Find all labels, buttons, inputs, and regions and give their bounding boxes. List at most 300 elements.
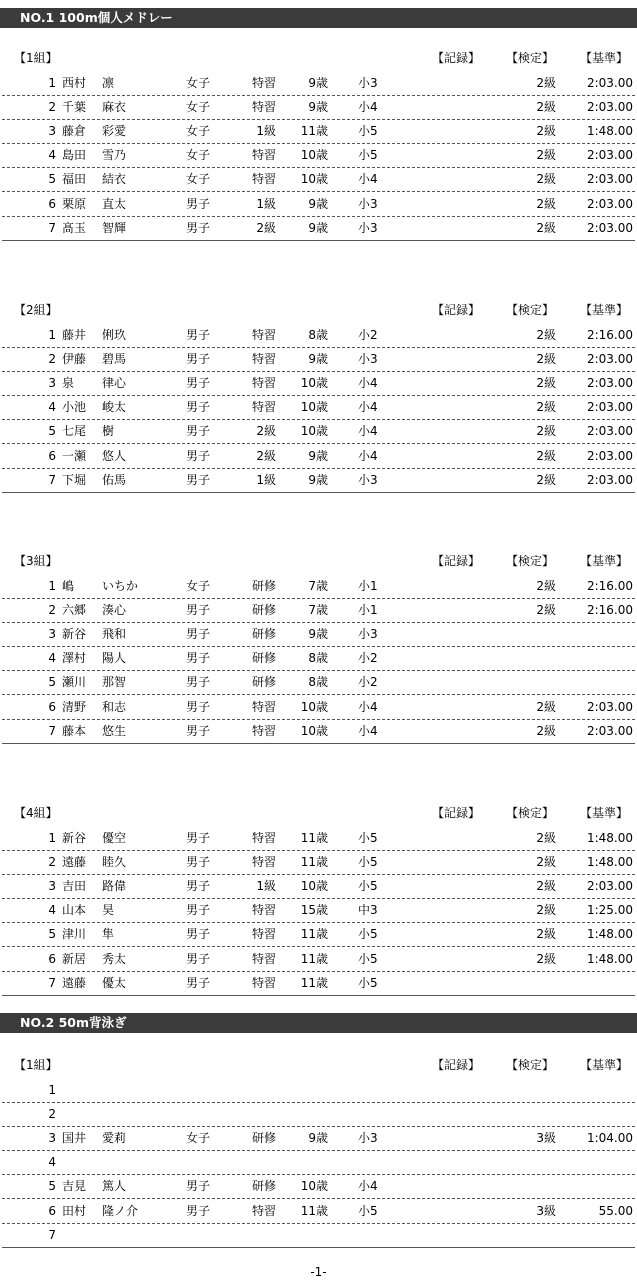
check-grade: 2級 <box>536 328 556 342</box>
surname: 吉見 <box>62 1179 87 1193</box>
sex: 男子 <box>186 424 211 438</box>
surname: 瀬川 <box>62 675 87 689</box>
surname: 遠藤 <box>62 855 87 869</box>
surname: 七尾 <box>62 424 87 438</box>
surname: 西村 <box>62 76 87 90</box>
standard-time: 2:03.00 <box>586 700 633 714</box>
sex: 男子 <box>186 221 211 235</box>
given-name: 樹 <box>102 424 115 438</box>
sex: 男子 <box>186 831 211 845</box>
group-name: 【2組】 <box>14 303 58 317</box>
sex: 女子 <box>186 100 211 114</box>
table-row <box>0 827 637 851</box>
standard-column-label: 【基準】 <box>580 554 629 568</box>
sex: 男子 <box>186 927 211 941</box>
standard-time: 2:03.00 <box>586 76 633 90</box>
given-name: 直太 <box>102 197 127 211</box>
record-column-label: 【記録】 <box>432 806 481 820</box>
standard-time: 1:04.00 <box>586 1131 633 1145</box>
school-grade: 小5 <box>358 1204 378 1218</box>
surname: 一瀬 <box>62 449 87 463</box>
check-grade: 2級 <box>536 352 556 366</box>
sex: 男子 <box>186 700 211 714</box>
check-grade: 2級 <box>536 100 556 114</box>
standard-column-label: 【基準】 <box>580 806 629 820</box>
surname: 澤村 <box>62 651 87 665</box>
surname: 吉田 <box>62 879 87 893</box>
class-level: 特習 <box>251 100 276 114</box>
age: 11歳 <box>300 927 328 941</box>
check-column-label: 【検定】 <box>506 806 555 820</box>
surname: 新谷 <box>62 831 87 845</box>
standard-time: 1:48.00 <box>586 927 633 941</box>
age: 11歳 <box>300 831 328 845</box>
check-grade: 2級 <box>536 603 556 617</box>
given-name: 峻太 <box>102 400 127 414</box>
check-grade: 2級 <box>536 855 556 869</box>
sex: 男子 <box>186 449 211 463</box>
class-level: 研修 <box>251 675 276 689</box>
given-name: 昊 <box>102 903 115 917</box>
sex: 男子 <box>186 724 211 738</box>
given-name: 陽人 <box>102 651 127 665</box>
check-grade: 2級 <box>536 449 556 463</box>
standard-time: 2:03.00 <box>586 221 633 235</box>
table-row <box>0 420 637 444</box>
standard-time: 2:03.00 <box>586 172 633 186</box>
group-header <box>0 48 637 68</box>
lane-number: 5 <box>48 172 56 186</box>
age: 10歳 <box>300 700 328 714</box>
lane-number: 7 <box>48 1228 56 1242</box>
check-grade: 2級 <box>536 724 556 738</box>
age: 10歳 <box>300 376 328 390</box>
class-level: 特習 <box>251 700 276 714</box>
age: 15歳 <box>300 903 328 917</box>
standard-time: 1:48.00 <box>586 952 633 966</box>
age: 10歳 <box>300 148 328 162</box>
given-name: 隆ノ介 <box>102 1204 139 1218</box>
age: 10歳 <box>300 424 328 438</box>
given-name: 雪乃 <box>102 148 127 162</box>
sex: 女子 <box>186 1131 211 1145</box>
given-name: 麻衣 <box>102 100 127 114</box>
table-row <box>0 923 637 947</box>
sex: 女子 <box>186 172 211 186</box>
given-name: 睦久 <box>102 855 127 869</box>
record-column-label: 【記録】 <box>432 1058 481 1072</box>
class-level: 特習 <box>251 376 276 390</box>
given-name: 俐玖 <box>102 328 127 342</box>
table-row <box>0 696 637 720</box>
check-grade: 2級 <box>536 124 556 138</box>
given-name: 彩愛 <box>102 124 127 138</box>
given-name: 隼 <box>102 927 115 941</box>
class-level: 1級 <box>256 124 276 138</box>
lane-number: 5 <box>48 675 56 689</box>
age: 9歳 <box>308 1131 328 1145</box>
school-grade: 小4 <box>358 1179 378 1193</box>
standard-time: 2:03.00 <box>586 424 633 438</box>
school-grade: 小2 <box>358 328 378 342</box>
check-grade: 2級 <box>536 197 556 211</box>
lane-number: 1 <box>48 76 56 90</box>
given-name: 結衣 <box>102 172 127 186</box>
sex: 男子 <box>186 976 211 990</box>
table-row <box>0 1224 637 1248</box>
record-column-label: 【記録】 <box>432 51 481 65</box>
given-name: 悠生 <box>102 724 127 738</box>
school-grade: 小3 <box>358 1131 378 1145</box>
lane-number: 4 <box>48 651 56 665</box>
table-row <box>0 372 637 396</box>
school-grade: 小5 <box>358 927 378 941</box>
class-level: 1級 <box>256 197 276 211</box>
group-header <box>0 803 637 823</box>
class-level: 研修 <box>251 1131 276 1145</box>
check-column-label: 【検定】 <box>506 1058 555 1072</box>
standard-time: 2:16.00 <box>586 603 633 617</box>
table-row <box>0 851 637 875</box>
school-grade: 小5 <box>358 879 378 893</box>
lane-number: 4 <box>48 148 56 162</box>
school-grade: 小3 <box>358 473 378 487</box>
class-level: 特習 <box>251 1204 276 1218</box>
surname: 田村 <box>62 1204 87 1218</box>
record-column-label: 【記録】 <box>432 303 481 317</box>
given-name: 湊心 <box>102 603 127 617</box>
given-name: 篤人 <box>102 1179 127 1193</box>
given-name: 路偉 <box>102 879 127 893</box>
check-grade: 2級 <box>536 903 556 917</box>
event-title: NO.1 100m個人メドレー <box>20 10 173 25</box>
school-grade: 小2 <box>358 675 378 689</box>
lane-number: 6 <box>48 197 56 211</box>
school-grade: 小1 <box>358 579 378 593</box>
sex: 男子 <box>186 952 211 966</box>
lane-number: 3 <box>48 124 56 138</box>
school-grade: 小5 <box>358 148 378 162</box>
class-level: 特習 <box>251 328 276 342</box>
table-row <box>0 1079 637 1103</box>
check-grade: 2級 <box>536 952 556 966</box>
class-level: 特習 <box>251 927 276 941</box>
sex: 男子 <box>186 627 211 641</box>
school-grade: 小3 <box>358 352 378 366</box>
class-level: 特習 <box>251 400 276 414</box>
standard-time: 2:03.00 <box>586 100 633 114</box>
lane-number: 6 <box>48 449 56 463</box>
sex: 男子 <box>186 197 211 211</box>
surname: 新谷 <box>62 627 87 641</box>
surname: 遠藤 <box>62 976 87 990</box>
table-row <box>0 396 637 420</box>
sex: 男子 <box>186 855 211 869</box>
age: 9歳 <box>308 473 328 487</box>
age: 9歳 <box>308 627 328 641</box>
table-row <box>0 647 637 671</box>
age: 10歳 <box>300 879 328 893</box>
table-row <box>0 575 637 599</box>
table-row <box>0 671 637 695</box>
class-level: 2級 <box>256 424 276 438</box>
page-number: -1- <box>310 1265 327 1279</box>
surname: 下堀 <box>62 473 87 487</box>
lane-number: 1 <box>48 831 56 845</box>
lane-number: 1 <box>48 1083 56 1097</box>
lane-number: 4 <box>48 400 56 414</box>
lane-number: 7 <box>48 976 56 990</box>
age: 11歳 <box>300 976 328 990</box>
lane-number: 6 <box>48 700 56 714</box>
sex: 男子 <box>186 603 211 617</box>
sex: 男子 <box>186 328 211 342</box>
table-row <box>0 1175 637 1199</box>
class-level: 特習 <box>251 976 276 990</box>
age: 11歳 <box>300 855 328 869</box>
sex: 男子 <box>186 400 211 414</box>
table-row <box>0 144 637 168</box>
check-column-label: 【検定】 <box>506 51 555 65</box>
given-name: 優空 <box>102 831 127 845</box>
given-name: 優太 <box>102 976 127 990</box>
school-grade: 小5 <box>358 855 378 869</box>
table-row <box>0 1127 637 1151</box>
class-level: 1級 <box>256 879 276 893</box>
check-grade: 2級 <box>536 579 556 593</box>
age: 9歳 <box>308 221 328 235</box>
sex: 男子 <box>186 651 211 665</box>
standard-time: 55.00 <box>598 1204 633 1218</box>
check-grade: 2級 <box>536 172 556 186</box>
standard-time: 2:03.00 <box>586 879 633 893</box>
standard-column-label: 【基準】 <box>580 1058 629 1072</box>
group-name: 【1組】 <box>14 51 58 65</box>
class-level: 2級 <box>256 221 276 235</box>
surname: 千葉 <box>62 100 87 114</box>
sex: 女子 <box>186 124 211 138</box>
given-name: 律心 <box>102 376 127 390</box>
sex: 男子 <box>186 675 211 689</box>
check-grade: 2級 <box>536 400 556 414</box>
sex: 男子 <box>186 1179 211 1193</box>
age: 11歳 <box>300 952 328 966</box>
standard-time: 2:03.00 <box>586 148 633 162</box>
lane-number: 2 <box>48 352 56 366</box>
given-name: 佑馬 <box>102 473 127 487</box>
age: 7歳 <box>308 579 328 593</box>
class-level: 研修 <box>251 627 276 641</box>
surname: 六郷 <box>62 603 87 617</box>
table-row <box>0 217 637 241</box>
check-grade: 2級 <box>536 221 556 235</box>
class-level: 特習 <box>251 76 276 90</box>
age: 9歳 <box>308 449 328 463</box>
standard-time: 2:16.00 <box>586 579 633 593</box>
given-name: 愛莉 <box>102 1131 127 1145</box>
school-grade: 小4 <box>358 400 378 414</box>
age: 10歳 <box>300 400 328 414</box>
age: 9歳 <box>308 352 328 366</box>
check-column-label: 【検定】 <box>506 554 555 568</box>
table-row <box>0 445 637 469</box>
group-header <box>0 300 637 320</box>
class-level: 1級 <box>256 473 276 487</box>
standard-time: 2:03.00 <box>586 449 633 463</box>
given-name: 秀太 <box>102 952 127 966</box>
age: 11歳 <box>300 1204 328 1218</box>
surname: 髙玉 <box>62 221 87 235</box>
standard-column-label: 【基準】 <box>580 51 629 65</box>
given-name: いちか <box>102 579 139 593</box>
sex: 女子 <box>186 76 211 90</box>
group-name: 【1組】 <box>14 1058 58 1072</box>
standard-time: 1:48.00 <box>586 831 633 845</box>
given-name: 智輝 <box>102 221 127 235</box>
lane-number: 5 <box>48 1179 56 1193</box>
table-row <box>0 324 637 348</box>
sex: 男子 <box>186 473 211 487</box>
school-grade: 小3 <box>358 627 378 641</box>
surname: 伊藤 <box>62 352 87 366</box>
lane-number: 4 <box>48 903 56 917</box>
class-level: 特習 <box>251 352 276 366</box>
school-grade: 小4 <box>358 449 378 463</box>
table-row <box>0 193 637 217</box>
table-row <box>0 1200 637 1224</box>
school-grade: 中3 <box>358 903 378 917</box>
surname: 山本 <box>62 903 87 917</box>
group-name: 【3組】 <box>14 554 58 568</box>
given-name: 那智 <box>102 675 127 689</box>
standard-time: 2:03.00 <box>586 197 633 211</box>
lane-number: 7 <box>48 724 56 738</box>
sex: 女子 <box>186 148 211 162</box>
check-grade: 2級 <box>536 879 556 893</box>
table-row <box>0 623 637 647</box>
class-level: 特習 <box>251 724 276 738</box>
given-name: 碧馬 <box>102 352 127 366</box>
table-row <box>0 972 637 996</box>
table-row <box>0 899 637 923</box>
lane-number: 3 <box>48 879 56 893</box>
surname: 藤倉 <box>62 124 87 138</box>
table-row <box>0 72 637 96</box>
lane-number: 3 <box>48 627 56 641</box>
lane-number: 2 <box>48 1107 56 1121</box>
school-grade: 小4 <box>358 172 378 186</box>
lane-number: 7 <box>48 473 56 487</box>
table-row <box>0 1103 637 1127</box>
lane-number: 2 <box>48 100 56 114</box>
lane-number: 6 <box>48 1204 56 1218</box>
class-level: 2級 <box>256 449 276 463</box>
sex: 女子 <box>186 579 211 593</box>
surname: 栗原 <box>62 197 87 211</box>
given-name: 凛 <box>102 76 115 90</box>
standard-column-label: 【基準】 <box>580 303 629 317</box>
school-grade: 小4 <box>358 724 378 738</box>
given-name: 悠人 <box>102 449 127 463</box>
surname: 清野 <box>62 700 87 714</box>
check-grade: 2級 <box>536 424 556 438</box>
class-level: 研修 <box>251 603 276 617</box>
surname: 泉 <box>62 376 75 390</box>
lane-number: 1 <box>48 579 56 593</box>
table-row <box>0 469 637 493</box>
check-grade: 3級 <box>536 1131 556 1145</box>
class-level: 特習 <box>251 903 276 917</box>
age: 10歳 <box>300 1179 328 1193</box>
check-grade: 2級 <box>536 376 556 390</box>
age: 9歳 <box>308 76 328 90</box>
event-title: NO.2 50m背泳ぎ <box>20 1015 127 1030</box>
class-level: 特習 <box>251 855 276 869</box>
standard-time: 2:16.00 <box>586 328 633 342</box>
class-level: 研修 <box>251 1179 276 1193</box>
class-level: 特習 <box>251 172 276 186</box>
given-name: 和志 <box>102 700 127 714</box>
lane-number: 5 <box>48 424 56 438</box>
table-row <box>0 96 637 120</box>
record-column-label: 【記録】 <box>432 554 481 568</box>
school-grade: 小4 <box>358 100 378 114</box>
table-row <box>0 168 637 192</box>
sex: 男子 <box>186 879 211 893</box>
school-grade: 小4 <box>358 700 378 714</box>
table-row <box>0 875 637 899</box>
age: 10歳 <box>300 724 328 738</box>
school-grade: 小1 <box>358 603 378 617</box>
standard-time: 2:03.00 <box>586 376 633 390</box>
group-name: 【4組】 <box>14 806 58 820</box>
age: 11歳 <box>300 124 328 138</box>
sex: 男子 <box>186 352 211 366</box>
check-grade: 2級 <box>536 831 556 845</box>
age: 8歳 <box>308 328 328 342</box>
surname: 津川 <box>62 927 87 941</box>
class-level: 研修 <box>251 579 276 593</box>
surname: 藤井 <box>62 328 87 342</box>
table-row <box>0 599 637 623</box>
lane-number: 2 <box>48 603 56 617</box>
school-grade: 小3 <box>358 221 378 235</box>
surname: 嶋 <box>62 579 75 593</box>
check-grade: 2級 <box>536 148 556 162</box>
lane-number: 4 <box>48 1155 56 1169</box>
age: 10歳 <box>300 172 328 186</box>
lane-number: 3 <box>48 1131 56 1145</box>
class-level: 特習 <box>251 831 276 845</box>
check-grade: 2級 <box>536 473 556 487</box>
table-row <box>0 120 637 144</box>
sex: 男子 <box>186 376 211 390</box>
school-grade: 小4 <box>358 424 378 438</box>
check-grade: 2級 <box>536 76 556 90</box>
standard-time: 2:03.00 <box>586 724 633 738</box>
check-grade: 3級 <box>536 1204 556 1218</box>
class-level: 研修 <box>251 651 276 665</box>
event-header <box>0 8 637 28</box>
standard-time: 1:48.00 <box>586 855 633 869</box>
standard-time: 2:03.00 <box>586 400 633 414</box>
table-row <box>0 1151 637 1175</box>
class-level: 特習 <box>251 148 276 162</box>
surname: 新居 <box>62 952 87 966</box>
lane-number: 1 <box>48 328 56 342</box>
standard-time: 2:03.00 <box>586 352 633 366</box>
standard-time: 1:48.00 <box>586 124 633 138</box>
